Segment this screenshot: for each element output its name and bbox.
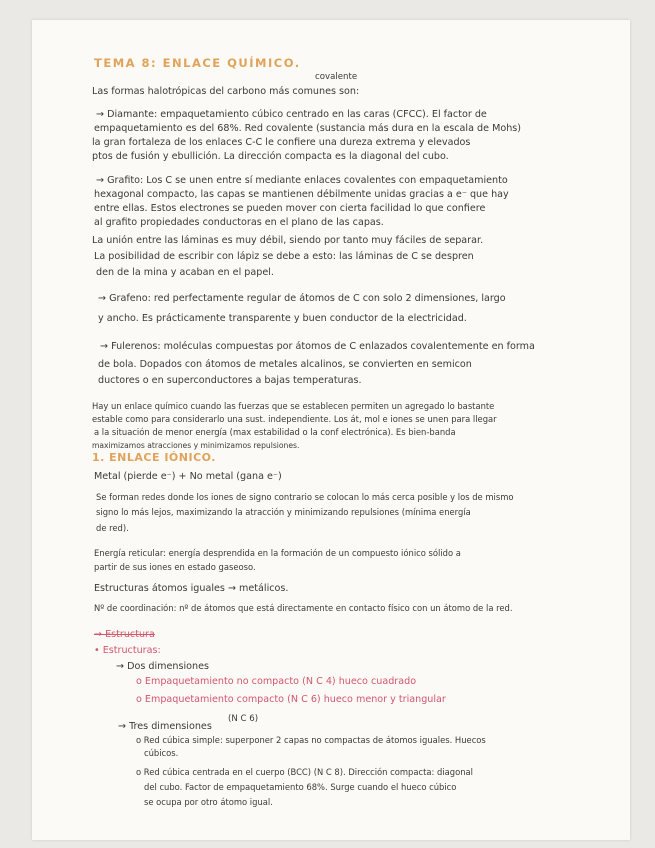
ionic-line: partir de sus iones en estado gaseoso. bbox=[94, 562, 256, 572]
two-dimensions-heading: → Dos dimensiones bbox=[116, 661, 209, 672]
intro-line: Las formas halotrópicas del carbono más comunes son: bbox=[92, 86, 360, 97]
covalent-annotation: covalente bbox=[315, 72, 358, 82]
two-dimensions-item: o Empaquetamiento no compacto (N C 4) hueco cuadrado bbox=[136, 676, 417, 687]
graphite-line: La unión entre las láminas es muy débil, siendo por tanto muy fáciles de separar. bbox=[92, 235, 484, 246]
three-dimensions-nc: (N C 6) bbox=[228, 714, 259, 724]
ionic-heading: 1. ENLACE IÓNICO. bbox=[92, 451, 216, 464]
fullerenes-line: ductores o en superconductores a bajas temperaturas. bbox=[98, 375, 362, 386]
diamond-line: la gran fortaleza de los enlaces C-C le confiere una dureza extrema y elevados bbox=[92, 137, 471, 148]
ionic-line: Energía reticular: energía desprendida en la formación de un compuesto iónico sólido a bbox=[94, 548, 461, 558]
three-dimensions-item: se ocupa por otro átomo igual. bbox=[144, 797, 273, 807]
graphite-line: al grafito propiedades conductoras en el plano de las capas. bbox=[94, 217, 384, 228]
bond-line: a la situación de menor energía (max estabilidad o la conf electrónica). Es bien-banda bbox=[94, 427, 456, 437]
diamond-line: → Diamante: empaquetamiento cúbico centrado en las caras (CFCC). El factor de bbox=[96, 109, 487, 120]
fullerenes-line: de bola. Dopados con átomos de metales alcalinos, se convierten en semicon bbox=[98, 359, 472, 370]
graphene-line: y ancho. Es prácticamente transparente y buen conductor de la electricidad. bbox=[98, 313, 467, 324]
ionic-line: Estructuras átomos iguales → metálicos. bbox=[94, 583, 289, 594]
three-dimensions-item: del cubo. Factor de empaquetamiento 68%. Surge cuando el hueco cúbico bbox=[144, 782, 457, 792]
page-title: TEMA 8: ENLACE QUÍMICO. bbox=[94, 56, 301, 70]
ionic-line: de red). bbox=[96, 523, 129, 533]
three-dimensions-item: o Red cúbica centrada en el cuerpo (BCC) (N C 8). Dirección compacta: diagonal bbox=[136, 767, 473, 777]
two-dimensions-item: o Empaquetamiento compacto (N C 6) hueco menor y triangular bbox=[136, 694, 446, 705]
bond-line: maximizamos atracciones y minimizamos repulsiones. bbox=[92, 441, 300, 450]
diamond-line: ptos de fusión y ebullición. La dirección compacta es la diagonal del cubo. bbox=[92, 151, 449, 162]
three-dimensions-item: o Red cúbica simple: superponer 2 capas no compactas de átomos iguales. Huecos bbox=[136, 735, 486, 745]
graphite-line: La posibilidad de escribir con lápiz se debe a esto: las láminas de C se despren bbox=[94, 251, 474, 262]
three-dimensions-heading: → Tres dimensiones bbox=[118, 721, 212, 732]
graphite-line: → Grafito: Los C se unen entre sí mediante enlaces covalentes con empaquetamiento bbox=[96, 175, 508, 186]
graphite-line: hexagonal compacto, las capas se mantienen débilmente unidas gracias a e⁻ que hay bbox=[94, 189, 509, 200]
graphene-line: → Grafeno: red perfectamente regular de átomos de C con solo 2 dimensiones, largo bbox=[98, 293, 506, 304]
graphite-line: entre ellas. Estos electrones se pueden mover con cierta facilidad lo que confiere bbox=[94, 203, 486, 214]
bond-line: Hay un enlace químico cuando las fuerzas que se establecen permiten un agregado lo bastante bbox=[92, 401, 495, 411]
struck-heading: → Estructura bbox=[94, 629, 155, 640]
ionic-line: Nº de coordinación: nº de átomos que está directamente en contacto físico con un átomo de la red. bbox=[94, 603, 513, 613]
ionic-line: signo lo más lejos, maximizando la atracción y minimizando repulsiones (mínima energía bbox=[96, 507, 471, 517]
ionic-line: Metal (pierde e⁻) + No metal (gana e⁻) bbox=[94, 471, 282, 482]
three-dimensions-item: cúbicos. bbox=[144, 748, 179, 758]
structures-heading: • Estructuras: bbox=[94, 645, 161, 656]
diamond-line: empaquetamiento es del 68%. Red covalente (sustancia más dura en la escala de Mohs) bbox=[94, 123, 522, 134]
fullerenes-line: → Fulerenos: moléculas compuestas por átomos de C enlazados covalentemente en forma bbox=[100, 341, 535, 352]
notebook-page bbox=[32, 20, 630, 840]
bond-line: estable como para considerarlo una sust. independiente. Los át, mol e iones se unen para llegar bbox=[92, 414, 497, 424]
ionic-line: Se forman redes donde los iones de signo contrario se colocan lo más cerca posible y los de mismo bbox=[96, 492, 514, 502]
graphite-line: den de la mina y acaban en el papel. bbox=[96, 267, 274, 278]
